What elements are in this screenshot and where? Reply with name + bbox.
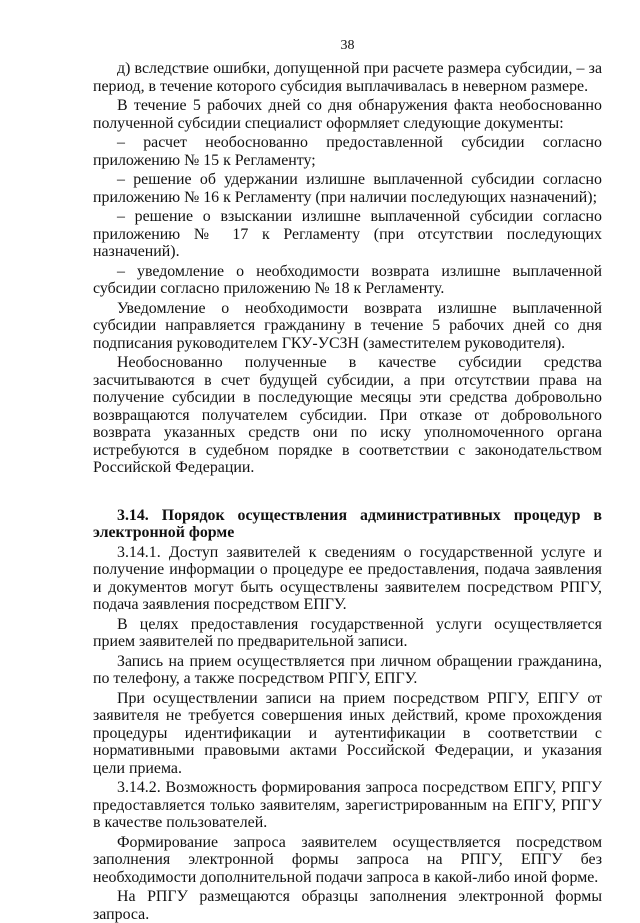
page-number: 38: [340, 38, 355, 53]
paragraph-subsidy-error: д) вследствие ошибки, допущенной при расчете размера субсидии, – за период, в течение которого субсидия выплачивалась в неверном размере.: [93, 60, 602, 95]
list-item-return-notice: – уведомление о необходимости возврата излишне выплаченной субсидии согласно приложению № 18 к Регламенту.: [93, 262, 602, 297]
paragraph-3-14-2: 3.14.2. Возможность формирования запроса посредством ЕПГУ, РПГУ предоставляется только заявителям, зарегистрированным на ЕПГУ, РПГУ в качестве пользователей.: [93, 779, 602, 831]
list-item-recovery-decision: – решение о взыскании излишне выплаченной субсидии согласно приложению № 17 к Регламенту (при отсутствии последующих назначений).: [93, 208, 602, 260]
paragraph-notice-sending: Уведомление о необходимости возврата излишне выплаченной субсидии направляется гражданину в течение 5 рабочих дней со дня подписания руководителем ГКУ-УСЗН (заместителем руководителя).: [93, 299, 602, 352]
paragraph-unjustified-funds: Необоснованно полученные в качестве субсидии средства засчитываются в счет будущей субсидии, а при отсутствии права на получение субсидии в последующие месяцы эти средства добровольно возвращаются получателем субсидии. При отказе от добровольного возврата указанных средств они по иску уполномоченного органа истребуются в судебном порядке в соответствии с законодательством Российской Федерации.: [93, 354, 602, 476]
paragraph-pre-registration: В целях предоставления государственной услуги осуществляется прием заявителей по предварительной записи.: [93, 615, 602, 650]
paragraph-form-samples: На РПГУ размещаются образцы заполнения электронной формы запроса.: [93, 888, 602, 923]
paragraph-online-appointment: При осуществлении записи на прием посредством РПГУ, ЕПГУ от заявителя не требуется совершения иных действий, кроме прохождения процедуры идентификации и аутентификации в соответствии с нормативными правовыми актами Российской Федерации, и указания цели приема.: [93, 689, 602, 777]
paragraph-documents-intro: В течение 5 рабочих дней со дня обнаружения факта необоснованно полученной субсидии специалист оформляет следующие документы:: [93, 97, 602, 132]
list-item-calculation: – расчет необоснованно предоставленной субсидии согласно приложению № 15 к Регламенту;: [93, 134, 602, 169]
paragraph-request-forming: Формирование запроса заявителем осуществляется посредством заполнения электронной формы запроса на РПГУ, ЕПГУ без необходимости дополнительной подачи запроса в какой-либо иной форме.: [93, 833, 602, 886]
list-item-withholding-decision: – решение об удержании излишне выплаченной субсидии согласно приложению № 16 к Регламенту (при наличии последующих назначений);: [93, 171, 602, 206]
paragraph-3-14-1: 3.14.1. Доступ заявителей к сведениям о государственной услуге и получение информации о процедуре ее предоставления, подача заявления и документов могут быть осуществлены заявителем посредством РПГУ, подача заявления посредством ЕПГУ.: [93, 543, 602, 613]
paragraph-appointment-channels: Запись на прием осуществляется при личном обращении гражданина, по телефону, а также посредством РПГУ, ЕПГУ.: [93, 652, 602, 687]
section-heading-3-14: 3.14. Порядок осуществления административных процедур в электронной форме: [93, 506, 602, 541]
